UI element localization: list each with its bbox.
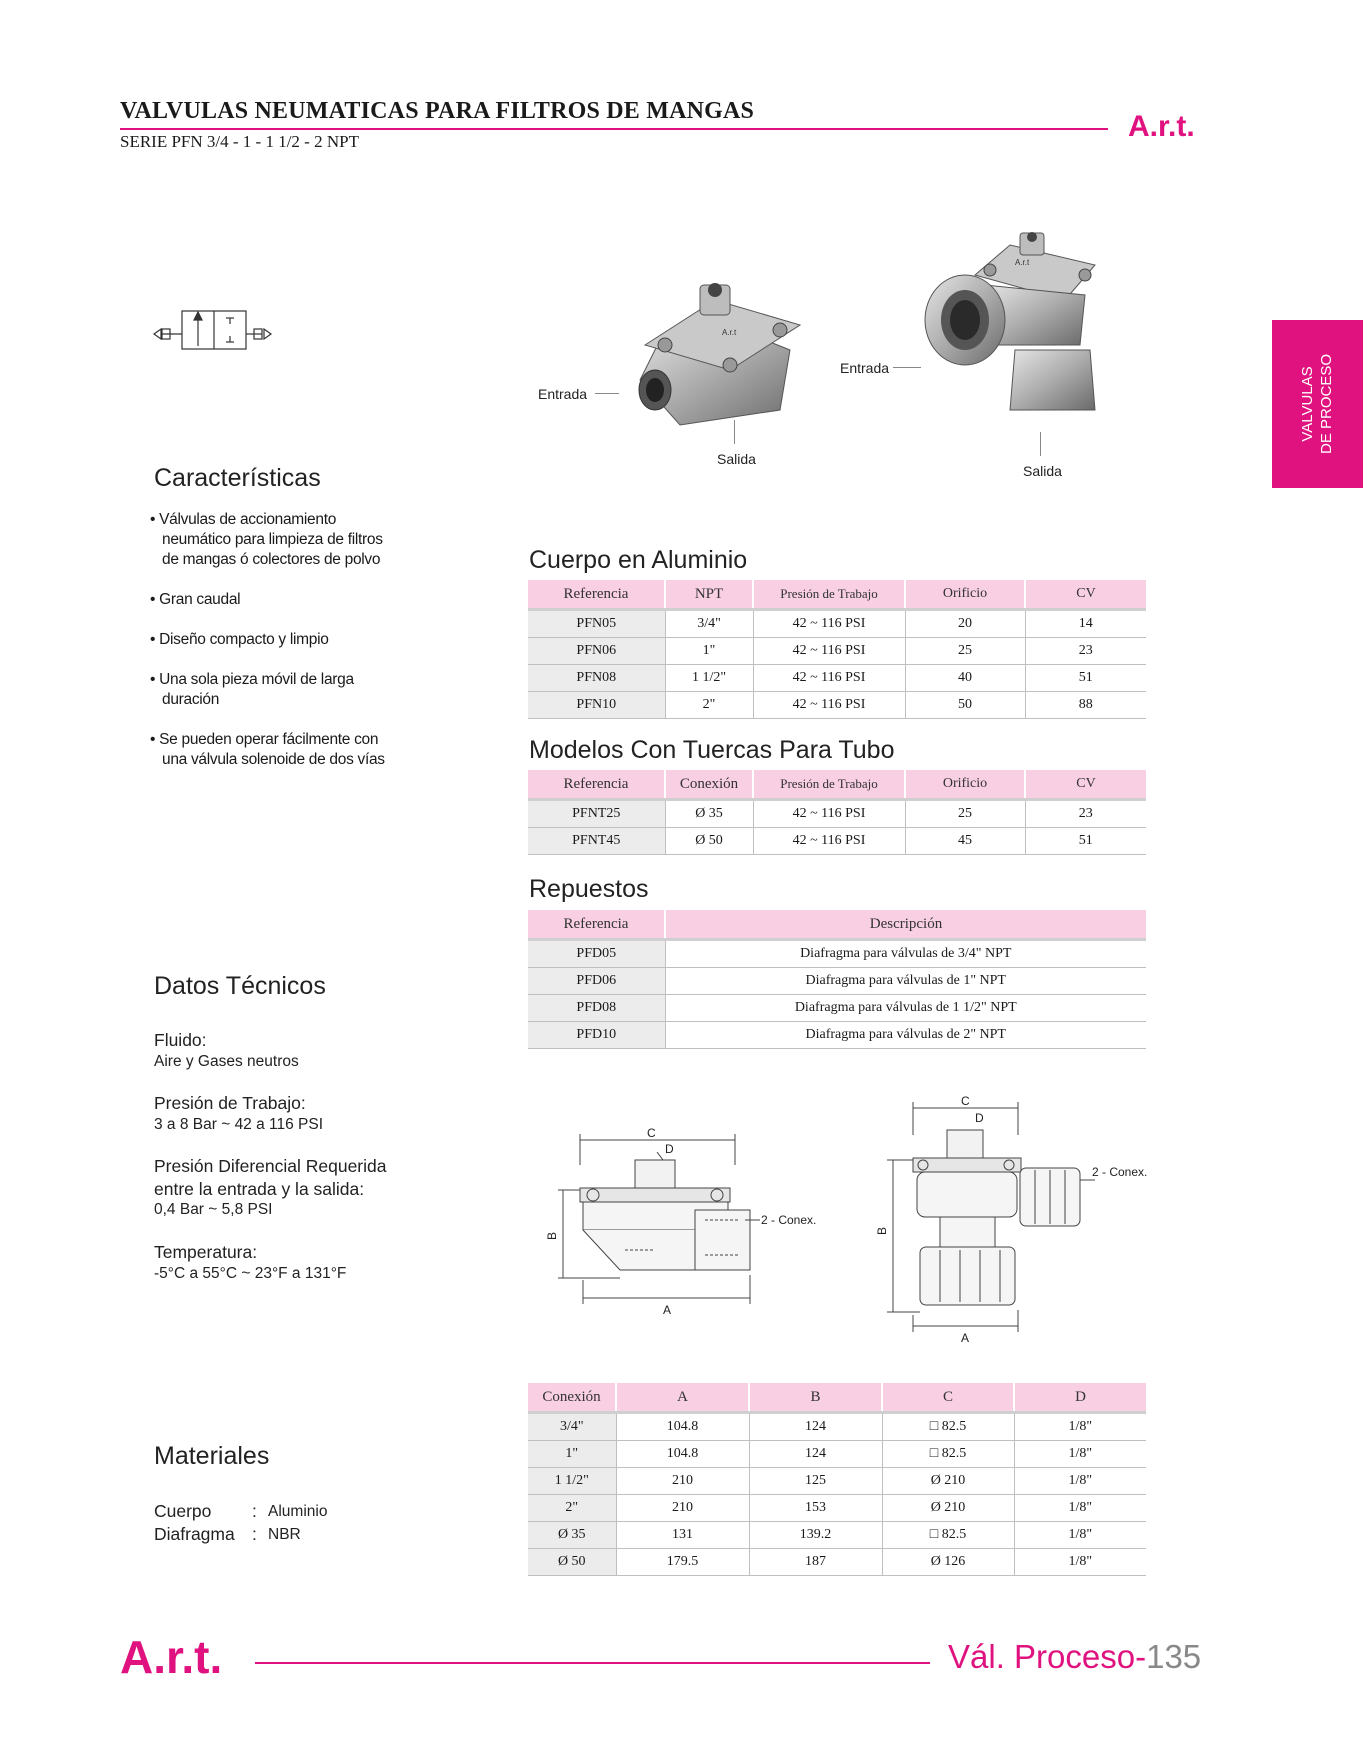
table-cell: 23	[1025, 801, 1146, 828]
table-cell: 104.8	[616, 1414, 749, 1441]
table-row	[528, 1468, 1146, 1495]
temperatura-value: -5°C a 55°C ~ 23°F a 131°F	[154, 1265, 347, 1282]
table-cell: 1/8"	[1014, 1414, 1146, 1441]
table-cell: 42 ~ 116 PSI	[753, 665, 905, 692]
table-cell: 88	[1025, 692, 1146, 719]
table-cell: PFN05	[528, 611, 665, 638]
dim-label-c: C	[961, 1094, 970, 1108]
fluido-value: Aire y Gases neutros	[154, 1053, 299, 1070]
valve-symbol-icon	[150, 308, 275, 353]
table-cell: 125	[749, 1468, 882, 1495]
table-cell: PFD05	[528, 941, 665, 968]
list-item: • Válvulas de accionamiento neumático para limpieza de filtros de mangas ó colectores de polvo	[150, 511, 383, 568]
temperatura-label: Temperatura:	[154, 1242, 258, 1262]
material-name: Diafragma	[154, 1524, 235, 1544]
table-cell: 1/8"	[1014, 1495, 1146, 1522]
table-cell: 40	[905, 665, 1025, 692]
presion-label: Presión de Trabajo:	[154, 1093, 306, 1113]
table-cell: Ø 210	[882, 1468, 1014, 1495]
presion-diferencial-value: 0,4 Bar ~ 5,8 PSI	[154, 1201, 273, 1218]
table-cell: Diafragma para válvulas de 3/4" NPT	[665, 941, 1146, 968]
table-cell: 50	[905, 692, 1025, 719]
material-sep: :	[252, 1524, 257, 1544]
table-header: Orificio	[905, 770, 1025, 798]
table-header: Conexión	[665, 770, 753, 798]
table-header: CV	[1025, 580, 1146, 608]
side-tab-label: VALVULAS DE PROCESO	[1299, 353, 1336, 455]
cuerpo-aluminio-table	[528, 580, 1146, 719]
table-row	[528, 1522, 1146, 1549]
table-cell: PFN06	[528, 638, 665, 665]
table-row	[528, 1022, 1146, 1049]
table-row	[528, 968, 1146, 995]
list-item: • Gran caudal	[150, 591, 241, 608]
table-cell: 51	[1025, 665, 1146, 692]
table-header: Conexión	[528, 1383, 616, 1411]
presion-diferencial-label: Presión Diferencial Requerida	[154, 1156, 387, 1176]
caracteristicas-heading: Características	[154, 464, 321, 492]
table-header: Orificio	[905, 580, 1025, 608]
table-cell: 25	[905, 801, 1025, 828]
table-cell: 20	[905, 611, 1025, 638]
table-cell: □ 82.5	[882, 1414, 1014, 1441]
inlet-arrow-line	[595, 393, 619, 394]
table-row	[528, 1549, 1146, 1576]
table-cell: 42 ~ 116 PSI	[753, 801, 905, 828]
table-cell: 131	[616, 1522, 749, 1549]
table-row	[528, 692, 1146, 719]
table-cell: 179.5	[616, 1549, 749, 1576]
svg-text:A.r.t: A.r.t	[1015, 258, 1030, 267]
table-row	[528, 665, 1146, 692]
material-value: Aluminio	[268, 1503, 328, 1520]
table-cell: 42 ~ 116 PSI	[753, 611, 905, 638]
dimension-drawing-tube-nuts	[875, 1090, 1165, 1345]
footer-rule	[255, 1662, 930, 1664]
photo-left-inlet-label: Entrada	[538, 386, 588, 402]
table-cell: 1/8"	[1014, 1522, 1146, 1549]
table-cell: 104.8	[616, 1441, 749, 1468]
page-number: 135	[1146, 1638, 1202, 1675]
table-row	[528, 828, 1146, 855]
table-cell: 187	[749, 1549, 882, 1576]
table-header: Descripción	[665, 910, 1146, 938]
table-cell: Ø 50	[528, 1549, 616, 1576]
table-header-row	[528, 770, 1146, 798]
modelos-tuercas-table	[528, 770, 1146, 855]
table-row	[528, 611, 1146, 638]
table-cell: PFD06	[528, 968, 665, 995]
photo-right-inlet-label: Entrada	[840, 360, 890, 376]
datos-tecnicos-heading: Datos Técnicos	[154, 972, 326, 1000]
table-header: A	[616, 1383, 749, 1411]
table-cell: 1/8"	[1014, 1441, 1146, 1468]
table-header-row	[528, 1383, 1146, 1411]
table-row	[528, 1414, 1146, 1441]
table-cell: 1 1/2"	[528, 1468, 616, 1495]
table-cell: 2"	[665, 692, 753, 719]
table-header: NPT	[665, 580, 753, 608]
table-cell: Diafragma para válvulas de 2" NPT	[665, 1022, 1146, 1049]
presion-diferencial-label-2: entre la entrada y la salida:	[154, 1179, 365, 1199]
table-header: Presión de Trabajo	[753, 580, 905, 608]
table-cell: PFN10	[528, 692, 665, 719]
table-cell: 210	[616, 1468, 749, 1495]
table-cell: 42 ~ 116 PSI	[753, 828, 905, 855]
dimension-drawing-aluminium	[545, 1120, 825, 1320]
valve-photo-aluminium	[620, 260, 830, 440]
table-cell: Ø 35	[665, 801, 753, 828]
materiales-heading: Materiales	[154, 1442, 270, 1470]
table-row	[528, 941, 1146, 968]
repuestos-table	[528, 910, 1146, 1049]
valve-photo-tube-nuts	[915, 225, 1125, 435]
svg-text:A.r.t: A.r.t	[722, 328, 737, 337]
table-cell: □ 82.5	[882, 1441, 1014, 1468]
table-cell: 25	[905, 638, 1025, 665]
table-cell: 1"	[528, 1441, 616, 1468]
table-cell: 3/4"	[665, 611, 753, 638]
table-header: Presión de Trabajo	[753, 770, 905, 798]
table-cell: Ø 50	[665, 828, 753, 855]
dim-label-a: A	[961, 1331, 970, 1345]
dim-label-c: C	[647, 1126, 656, 1140]
outlet-arrow-line	[1040, 432, 1041, 456]
dimensions-table	[528, 1383, 1146, 1576]
table-header: Referencia	[528, 580, 665, 608]
table-cell: 1 1/2"	[665, 665, 753, 692]
table-cell: PFD10	[528, 1022, 665, 1049]
table-cell: 2"	[528, 1495, 616, 1522]
table-cell: 45	[905, 828, 1025, 855]
list-item: • Se pueden operar fácilmente con una válvula solenoide de dos vías	[150, 731, 385, 768]
repuestos-heading: Repuestos	[529, 875, 649, 903]
brand-logo-bottom: A.r.t.	[120, 1631, 223, 1683]
table-header: CV	[1025, 770, 1146, 798]
table-cell: PFD08	[528, 995, 665, 1022]
material-sep: :	[252, 1501, 257, 1521]
table-header: D	[1014, 1383, 1146, 1411]
material-name: Cuerpo	[154, 1501, 212, 1521]
table-cell: 139.2	[749, 1522, 882, 1549]
dim-label-d: D	[975, 1111, 984, 1125]
dim-label-a: A	[663, 1303, 672, 1317]
brand-logo-top: A.r.t.	[1128, 110, 1195, 143]
dim-label-conex: 2 - Conex.	[1092, 1165, 1148, 1179]
table-cell: 14	[1025, 611, 1146, 638]
dim-label-d: D	[665, 1142, 674, 1156]
photo-left-outlet-label: Salida	[717, 451, 756, 467]
modelos-tuercas-heading: Modelos Con Tuercas Para Tubo	[529, 736, 895, 764]
photo-right-outlet-label: Salida	[1023, 463, 1062, 479]
page-footer-label: Vál. Proceso-135	[948, 1638, 1202, 1675]
page-subtitle: SERIE PFN 3/4 - 1 - 1 1/2 - 2 NPT	[120, 132, 359, 151]
table-cell: Ø 126	[882, 1549, 1014, 1576]
table-cell: □ 82.5	[882, 1522, 1014, 1549]
table-cell: 153	[749, 1495, 882, 1522]
table-cell: Diafragma para válvulas de 1 1/2" NPT	[665, 995, 1146, 1022]
table-cell: 23	[1025, 638, 1146, 665]
table-cell: Ø 210	[882, 1495, 1014, 1522]
page-title: VALVULAS NEUMATICAS PARA FILTROS DE MANGAS	[120, 98, 755, 124]
table-cell: 42 ~ 116 PSI	[753, 638, 905, 665]
title-rule	[120, 128, 1108, 130]
table-cell: 3/4"	[528, 1414, 616, 1441]
table-cell: 124	[749, 1441, 882, 1468]
cuerpo-aluminio-heading: Cuerpo en Aluminio	[529, 546, 748, 574]
table-header: Referencia	[528, 910, 665, 938]
list-item: • Una sola pieza móvil de larga duración	[150, 671, 354, 708]
table-row	[528, 995, 1146, 1022]
table-row	[528, 638, 1146, 665]
table-header: C	[882, 1383, 1014, 1411]
table-header-row	[528, 580, 1146, 608]
table-cell: 1/8"	[1014, 1468, 1146, 1495]
inlet-arrow-line	[893, 367, 921, 368]
table-header: B	[749, 1383, 882, 1411]
table-header-row	[528, 910, 1146, 938]
table-row	[528, 1495, 1146, 1522]
fluido-label: Fluido:	[154, 1030, 207, 1050]
table-cell: 124	[749, 1414, 882, 1441]
table-cell: Ø 35	[528, 1522, 616, 1549]
table-cell: 51	[1025, 828, 1146, 855]
dim-label-conex: 2 - Conex.	[761, 1213, 817, 1227]
dim-label-b: B	[545, 1231, 559, 1240]
table-cell: Diafragma para válvulas de 1" NPT	[665, 968, 1146, 995]
table-cell: 1/8"	[1014, 1549, 1146, 1576]
outlet-arrow-line	[734, 420, 735, 444]
table-cell: 210	[616, 1495, 749, 1522]
material-value: NBR	[268, 1526, 301, 1543]
table-cell: PFNT25	[528, 801, 665, 828]
table-row	[528, 1441, 1146, 1468]
dim-label-b: B	[875, 1226, 889, 1235]
table-cell: PFNT45	[528, 828, 665, 855]
table-header: Referencia	[528, 770, 665, 798]
presion-value: 3 a 8 Bar ~ 42 a 116 PSI	[154, 1116, 324, 1133]
table-cell: 1"	[665, 638, 753, 665]
table-cell: PFN08	[528, 665, 665, 692]
table-row	[528, 801, 1146, 828]
table-cell: 42 ~ 116 PSI	[753, 692, 905, 719]
caracteristicas-list	[150, 510, 390, 790]
list-item: • Diseño compacto y limpio	[150, 631, 329, 648]
